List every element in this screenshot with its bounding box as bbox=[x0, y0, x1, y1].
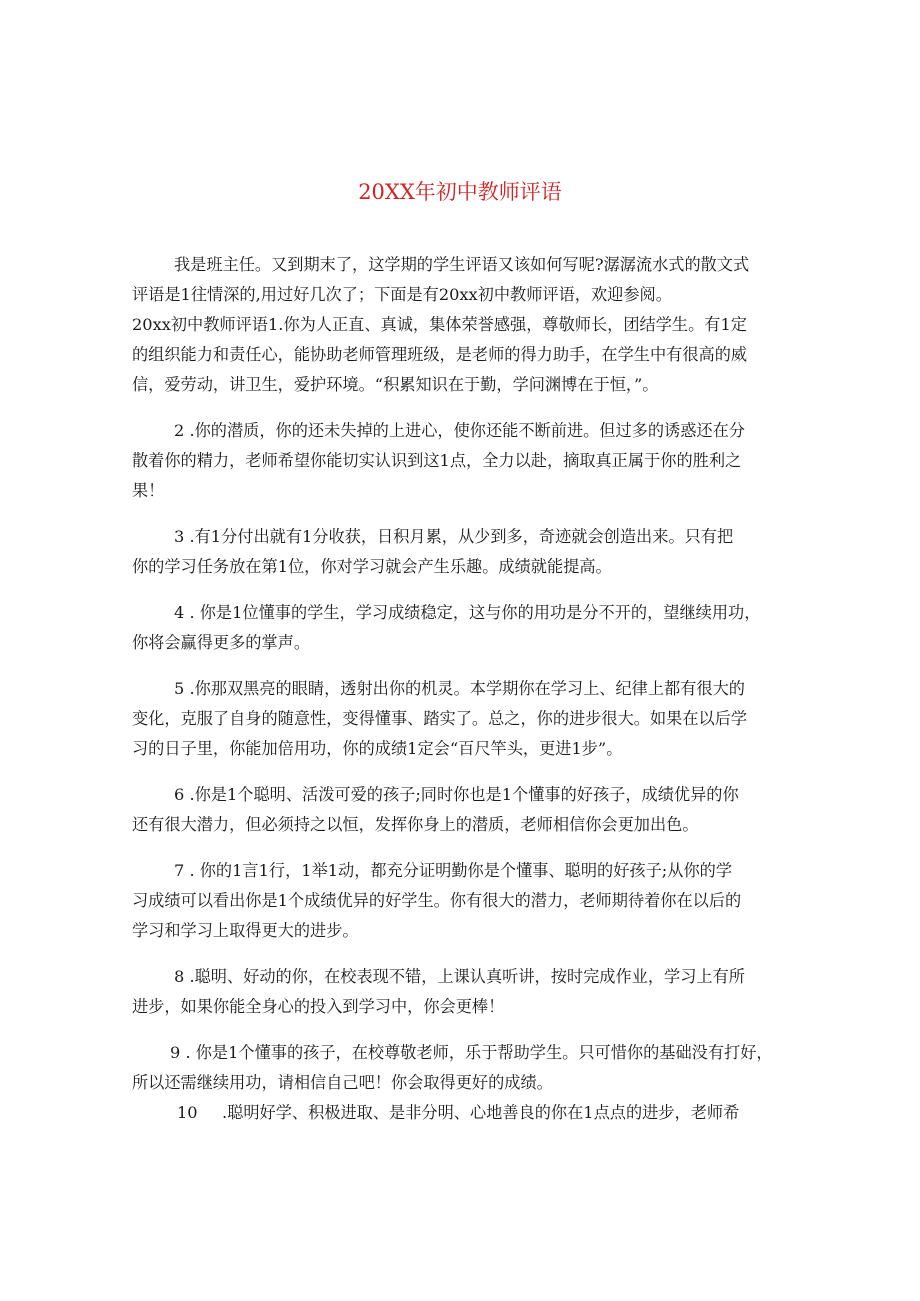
document-body bbox=[132, 250, 797, 1128]
comment-line: 散着你的精力，老师希望你能切实认识到这1点，全力以赴，摘取真正属于你的胜利之 bbox=[132, 451, 742, 470]
document-title: 20XX年初中教师评语 bbox=[358, 180, 562, 204]
comment-line: 习的日子里，你能加倍用功，你的成绩1定会“百尺竿头，更进1步”。 bbox=[132, 739, 623, 758]
comment-line: 进步，如果你能全身心的投入到学习中，你会更棒！ bbox=[132, 997, 505, 1016]
comment-item-6 bbox=[132, 780, 797, 840]
comment-line: 你将会赢得更多的掌声。 bbox=[132, 633, 311, 652]
comment-line: 学习和学习上取得更大的进步。 bbox=[132, 921, 359, 940]
intro-line: 信，爱劳动，讲卫生，爱护环境。“积累知识在于勤，学问渊博在于恒，”。 bbox=[132, 375, 659, 394]
comment-item-10 bbox=[132, 1098, 797, 1128]
comment-line: 果！ bbox=[132, 481, 165, 500]
comment-item-2 bbox=[132, 416, 797, 506]
comment-line: 3 .有1分付出就有1分收获，日积月累，从少到多，奇迹就会创造出来。只有把 bbox=[174, 527, 734, 546]
comment-line: 变化，克服了自身的随意性，变得懂事、踏实了。总之，你的进步很大。如果在以后学 bbox=[132, 709, 748, 728]
comment-item-8 bbox=[132, 962, 797, 1022]
intro-line: 20xx初中教师评语1.你为人正直、真诚，集体荣誉感强，尊敬师长，团结学生。有1定 bbox=[132, 315, 747, 334]
comment-line: 7 . 你的1言1行，1举1动，都充分证明勤你是个懂事、聪明的好孩子;从你的学 bbox=[174, 861, 733, 880]
comment-line: 8 .聪明、好动的你，在校表现不错，上课认真听讲，按时完成作业，学习上有所 bbox=[174, 967, 745, 986]
comment-line: 2 .你的潜质，你的还未失掉的上进心，使你还能不断前进。但过多的诱惑还在分 bbox=[174, 421, 745, 440]
comment-item-7 bbox=[132, 856, 797, 946]
intro-line: 评语是1往情深的,用过好几次了；下面是有20xx初中教师评语，欢迎参阅。 bbox=[132, 285, 672, 304]
comment-line: 所以还需继续用功，请相信自己吧！你会取得更好的成绩。 bbox=[132, 1073, 553, 1092]
comment-line: 5 .你那双黑亮的眼睛，透射出你的机灵。本学期你在学习上、纪律上都有很大的 bbox=[174, 679, 745, 698]
comment-line: 还有很大潜力，但必须持之以恒，发挥你身上的潜质，老师相信你会更加出色。 bbox=[132, 815, 699, 834]
comment-line: 6 .你是1个聪明、活泼可爱的孩子;同时你也是1个懂事的好孩子，成绩优异的你 bbox=[174, 785, 739, 804]
comment-line: 4 . 你是1位懂事的学生，学习成绩稳定，这与你的用功是分不开的，望继续用功， bbox=[174, 603, 761, 622]
comment-line: 习成绩可以看出你是1个成绩优异的好学生。你有很大的潜力，老师期待着你在以后的 bbox=[132, 891, 742, 910]
intro-line: 的组织能力和责任心，能协助老师管理班级，是老师的得力助手，在学生中有很高的威 bbox=[132, 345, 748, 364]
comment-line: 你的学习任务放在第1位，你对学习就会产生乐趣。成绩就能提高。 bbox=[132, 557, 612, 576]
comment-item-5 bbox=[132, 674, 797, 764]
comment-line: 9 . 你是1个懂事的孩子，在校尊敬老师，乐于帮助学生。只可惜你的基础没有打好， bbox=[170, 1043, 773, 1062]
comment-item-4 bbox=[132, 598, 797, 658]
comment-item-9 bbox=[132, 1038, 797, 1098]
comment-item-3 bbox=[132, 522, 797, 582]
intro-paragraph bbox=[132, 250, 797, 400]
item-number: 10 bbox=[177, 1103, 198, 1122]
comment-line bbox=[132, 1098, 797, 1128]
item-text: .聪明好学、积极进取、是非分明、心地善良的你在1点点的进步，老师希 bbox=[222, 1103, 740, 1122]
intro-line: 我是班主任。又到期末了，这学期的学生评语又该如何写呢?潺潺流水式的散文式 bbox=[174, 255, 750, 274]
